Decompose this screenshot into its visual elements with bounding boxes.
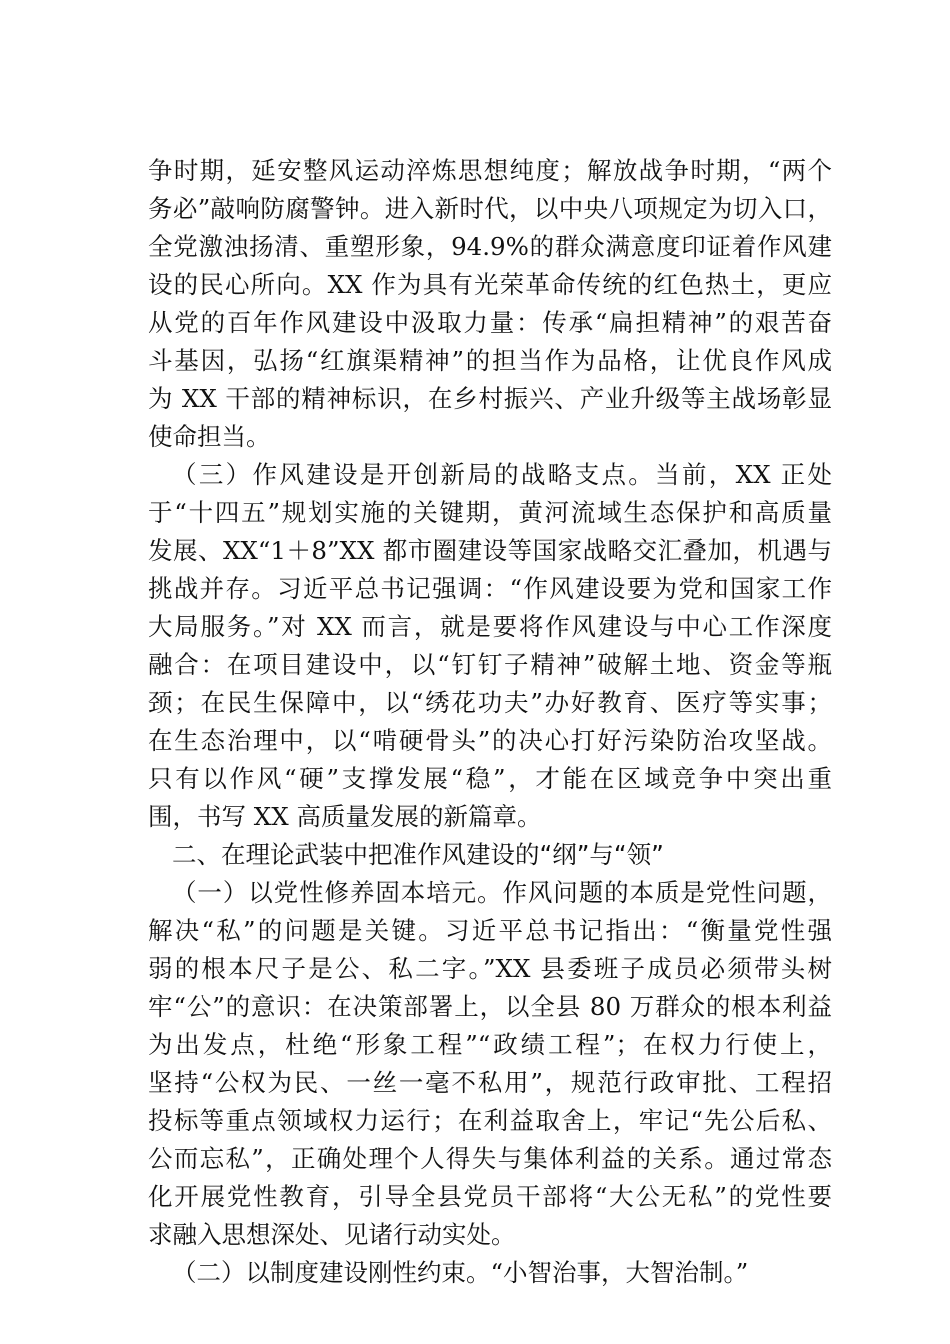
paragraph-line: 争时期，延安整风运动淬炼思想纯度；解放战争时期，“两个	[148, 156, 832, 185]
section-heading: 二、在理论武装中把准作风建设的“纲”与“领”	[172, 840, 664, 869]
paragraph-line: 从党的百年作风建设中汲取力量：传承“扁担精神”的艰苦奋	[148, 308, 832, 337]
paragraph-line: 使命担当。	[148, 422, 271, 451]
paragraph-line: 在生态治理中，以“啃硬骨头”的决心打好污染防治攻坚战。	[148, 726, 832, 755]
paragraph-first-line: （二）以制度建设刚性约束。“小智治事，大智治制。”	[172, 1258, 749, 1287]
paragraph-line: 全党激浊扬清、重塑形象，94.9%的群众满意度印证着作风建	[148, 232, 832, 261]
paragraph-line: 务必”敲响防腐警钟。进入新时代，以中央八项规定为切入口，	[148, 194, 832, 223]
paragraph-line: 于“十四五”规划实施的关键期，黄河流域生态保护和高质量	[148, 498, 832, 527]
paragraph-line: 牢“公”的意识：在决策部署上，以全县 80 万群众的根本利益	[148, 992, 832, 1021]
paragraph-line: 发展、XX“1＋8”XX 都市圈建设等国家战略交汇叠加，机遇与	[148, 536, 832, 565]
paragraph-line: 为 XX 干部的精神标识，在乡村振兴、产业升级等主战场彰显	[148, 384, 832, 413]
paragraph-line: 求融入思想深处、见诸行动实处。	[148, 1220, 516, 1249]
paragraph-line: 融合：在项目建设中，以“钉钉子精神”破解土地、资金等瓶	[148, 650, 832, 679]
paragraph-line: 颈；在民生保障中，以“绣花功夫”办好教育、医疗等实事；	[148, 688, 832, 717]
paragraph-line: 坚持“公权为民、一丝一毫不私用”，规范行政审批、工程招	[148, 1068, 832, 1097]
paragraph-line: 围，书写 XX 高质量发展的新篇章。	[148, 802, 542, 831]
paragraph-first-line: （一）以党性修养固本培元。作风问题的本质是党性问题，	[172, 878, 832, 907]
paragraph-line: 为出发点，杜绝“形象工程”“政绩工程”；在权力行使上，	[148, 1030, 832, 1059]
paragraph-line: 弱的根本尺子是公、私二字。”XX 县委班子成员必须带头树	[148, 954, 832, 983]
paragraph-first-line: （三）作风建设是开创新局的战略支点。当前，XX 正处	[172, 460, 832, 489]
paragraph-line: 只有以作风“硬”支撑发展“稳”，才能在区域竞争中突出重	[148, 764, 832, 793]
paragraph-line: 投标等重点领域权力运行；在利益取舍上，牢记“先公后私、	[148, 1106, 832, 1135]
paragraph-line: 设的民心所向。XX 作为具有光荣革命传统的红色热土，更应	[148, 270, 832, 299]
paragraph-line: 化开展党性教育，引导全县党员干部将“大公无私”的党性要	[148, 1182, 832, 1211]
paragraph-line: 公而忘私”，正确处理个人得失与集体利益的关系。通过常态	[148, 1144, 832, 1173]
paragraph-line: 大局服务。”对 XX 而言，就是要将作风建设与中心工作深度	[148, 612, 832, 641]
paragraph-line: 挑战并存。习近平总书记强调：“作风建设要为党和国家工作	[148, 574, 832, 603]
paragraph-line: 解决“私”的问题是关键。习近平总书记指出：“衡量党性强	[148, 916, 832, 945]
paragraph-line: 斗基因，弘扬“红旗渠精神”的担当作为品格，让优良作风成	[148, 346, 832, 375]
